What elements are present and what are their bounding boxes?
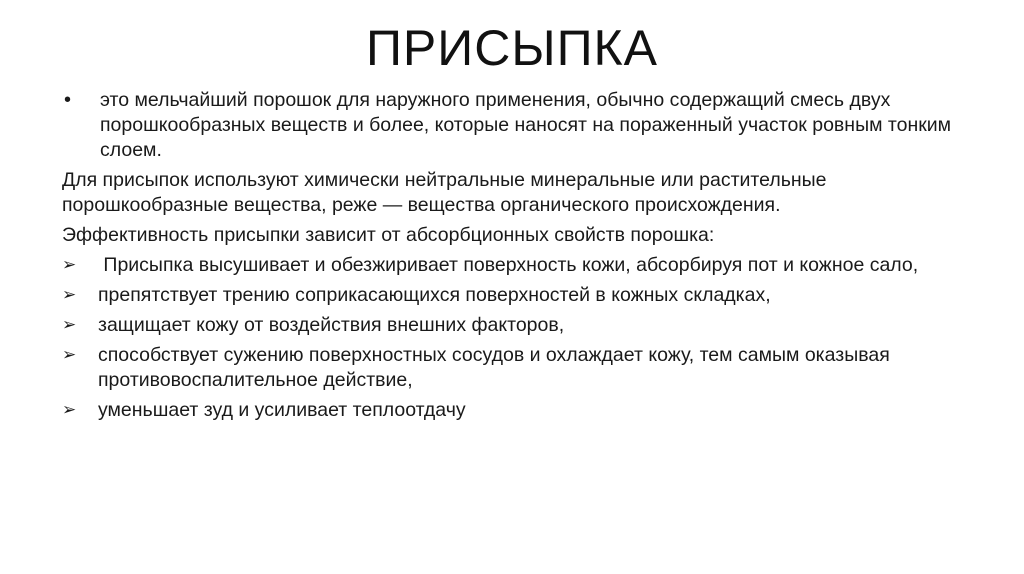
effect-item (62, 343, 962, 393)
arrow-bullet-icon: ➢ (62, 400, 77, 420)
effect-text: Присыпка высушивает и обезжиривает поверхность кожи, абсорбируя пот и кожное сало, (98, 254, 919, 276)
effect-text: защищает кожу от воздействия внешних факторов, (98, 314, 565, 336)
effect-item (62, 313, 962, 338)
arrow-bullet-icon: ➢ (62, 315, 77, 335)
slide-content (62, 88, 962, 428)
arrow-bullet-icon: ➢ (62, 345, 77, 365)
effect-text: уменьшает зуд и усиливает теплоотдачу (98, 399, 466, 421)
effect-item (62, 398, 962, 423)
intro-bullet-item (62, 88, 962, 163)
bullet-icon: • (64, 89, 72, 111)
paragraph-effectiveness: Эффективность присыпки зависит от абсорбционных свойств порошка: (62, 224, 715, 246)
slide-title: ПРИСЫПКА (365, 20, 658, 76)
intro-bullet-text: это мельчайший порошок для наружного применения, обычно содержащий смесь двух порошкообразных веществ и более, которые наносят на пораженный участок ровным тонким слоем. (100, 89, 952, 161)
effect-text: препятствует трению соприкасающихся поверхностей в кожных складках, (98, 284, 771, 306)
paragraph-substances: Для присыпок используют химически нейтральные минеральные или растительные порошкообразные вещества, реже — вещества органического происхождения. (62, 169, 827, 216)
arrow-bullet-icon: ➢ (62, 285, 77, 305)
effect-item (62, 253, 962, 278)
effect-text: способствует сужению поверхностных сосудов и охлаждает кожу, тем самым оказывая противовоспалительное действие, (98, 344, 890, 391)
effect-item (62, 283, 962, 308)
arrow-bullet-icon: ➢ (62, 255, 77, 275)
